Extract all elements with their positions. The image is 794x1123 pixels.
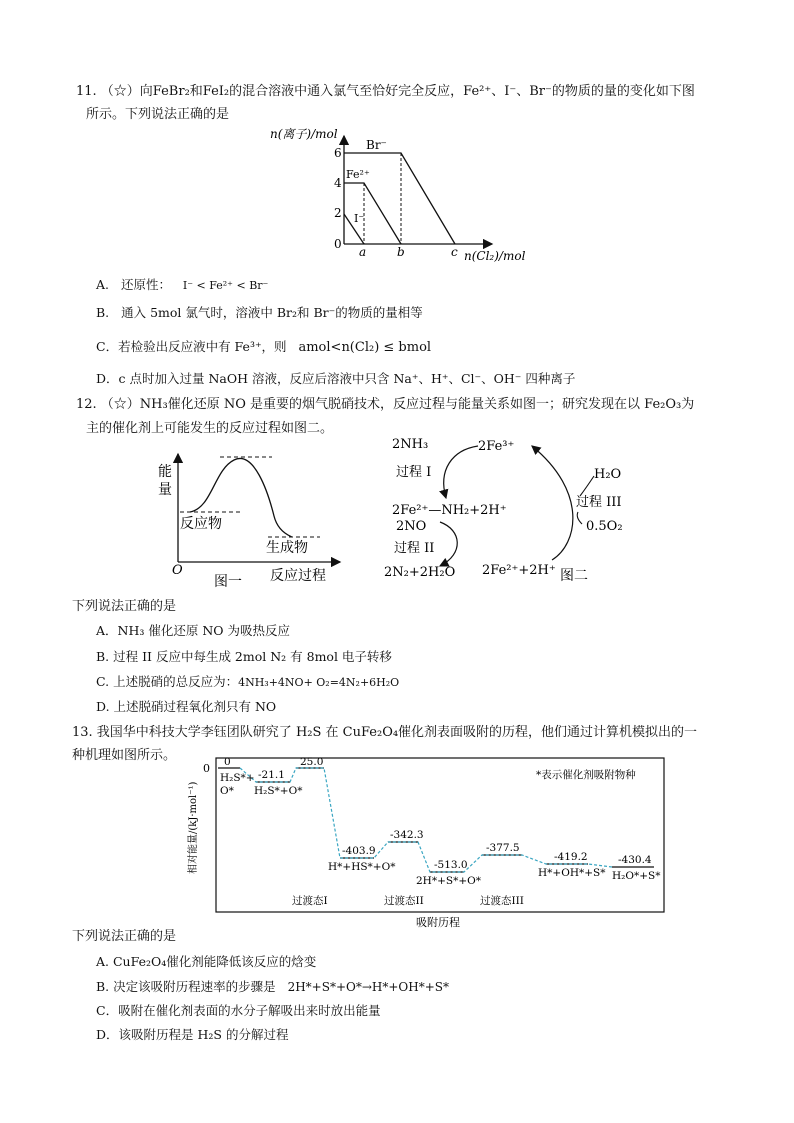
q11-label-br: Br⁻ [366, 138, 387, 152]
q13-value-m377: -377.5 [486, 842, 520, 854]
q13-value-0: 0 [224, 756, 231, 768]
q13-option-d[interactable]: D．该吸附历程是 H₂S 的分解过程 [96, 1027, 289, 1042]
q13-plot-frame [216, 758, 664, 912]
q11-ion-amount-chart [260, 122, 530, 270]
q11-ytick-2: 2 [334, 206, 342, 220]
q11-option-d-label: D． [96, 371, 119, 386]
q13-option-a[interactable]: A. CuFe₂O₄催化剂能降低该反应的焓变 [96, 954, 317, 969]
q13-value-m21: -21.1 [258, 769, 285, 781]
q12-fig2-t9: 过程 II [394, 541, 435, 556]
q13-ts-1: 过渡态I [292, 895, 328, 907]
q12-fig2-t6: 2Fe²⁺—NH₂+2H⁺ [392, 503, 507, 518]
q12-fig2-t8: 2NO [396, 519, 427, 534]
q13-value-m342: -342.3 [390, 829, 424, 841]
q13-species-start-1: H₂S*+ [220, 772, 255, 784]
q12-fig1-xlabel: 反应过程 [270, 568, 326, 584]
q11-stem-line1: 11. （☆）向FeBr₂和FeI₂的混合溶液中通入氯气至恰好完全反应，Fe²⁺、I⁻、Br⁻的物质的量的变化如下图 [76, 84, 695, 99]
q12-option-c[interactable] [96, 673, 399, 692]
q12-fig2-t3: 过程 I [396, 465, 432, 480]
q12-figure-2 [382, 432, 642, 586]
q13-value-m430: -430.4 [618, 854, 652, 866]
q11-option-a-math: I⁻ < Fe²⁺ < Br⁻ [182, 279, 269, 292]
q13-ytick-0: 0 [203, 762, 210, 775]
q13-value-m513: -513.0 [434, 859, 468, 871]
q13-species-m430: H₂O*+S* [612, 870, 661, 882]
q11-xtick-a: a [359, 245, 367, 259]
q12-fig2-t4: H₂O [594, 467, 622, 482]
q13-option-b-label: B. 决定该吸附历程速率的步骤是 [96, 979, 276, 994]
q12-fig2-t2: 2Fe³⁺ [478, 439, 515, 454]
q12-figure-1 [150, 440, 350, 588]
q11-option-a-label: A. [96, 277, 110, 292]
q13-species-start-2: O* [220, 785, 234, 797]
q11-option-b-text: 通入 5mol 氯气时，溶液中 Br₂和 Br⁻的物质的量相等 [121, 305, 423, 320]
q11-option-b-label: B. [96, 305, 110, 320]
q12-fig1-caption: 图一 [214, 574, 242, 588]
q13-stem-line2: 种机理如图所示。 [72, 748, 177, 763]
q11-y-axis-label: n(离子)/mol [270, 127, 338, 141]
q13-value-m419: -419.2 [554, 851, 588, 863]
q12-fig2-t7: 0.5O₂ [586, 519, 623, 534]
q11-series-Fe2 [344, 183, 401, 244]
q12-fig2-t11: 2Fe²⁺+2H⁺ [482, 563, 556, 578]
q13-value-m403: -403.9 [342, 845, 376, 857]
q12-fig1-ylabel-1: 能 [158, 464, 172, 480]
q11-xtick-b: b [397, 245, 405, 259]
q11-label-fe: Fe²⁺ [346, 168, 370, 181]
q12-fig1-origin: O [172, 563, 183, 578]
q13-option-b[interactable] [96, 978, 449, 996]
q11-option-c[interactable] [96, 338, 431, 357]
q11-option-b[interactable] [96, 304, 423, 322]
q13-ylabel: 相对能量/(kJ·mol⁻¹) [188, 781, 199, 874]
q13-species-m21: H₂S*+O* [254, 785, 303, 797]
q12-option-a[interactable]: A．NH₃ 催化还原 NO 为吸热反应 [96, 623, 290, 638]
q13-value-25: 25.0 [300, 756, 324, 768]
q12-fig1-product: 生成物 [266, 540, 308, 556]
q11-series-Br [344, 153, 455, 244]
q12-fig2-arc-water [580, 476, 594, 496]
q13-ts-2: 过渡态II [384, 895, 424, 907]
q11-option-c-text: 若检验出反应液中有 Fe³⁺，则 [118, 339, 287, 354]
q13-energy-profile-chart [180, 754, 670, 932]
q12-option-c-math: 4NH₃+4NO+ O₂=4N₂+6H₂O [238, 676, 400, 689]
q11-xtick-c: c [451, 245, 458, 259]
q13-ts-3: 过渡态III [480, 895, 524, 907]
q12-fig2-t5: 过程 III [576, 495, 622, 510]
q11-option-c-label: C． [96, 339, 119, 354]
q12-fig2-arc-process3 [532, 446, 573, 560]
q12-fig2-t1: 2NH₃ [392, 437, 429, 452]
q13-species-m419: H*+OH*+S* [538, 867, 606, 879]
q12-fig2-arc-process2 [440, 522, 457, 566]
q13-xlabel: 吸附历程 [416, 916, 460, 929]
q11-ytick-6: 6 [334, 146, 342, 160]
q12-option-b[interactable]: B. 过程 II 反应中每生成 2mol N₂ 有 8mol 电子转移 [96, 649, 392, 664]
q11-label-i: I⁻ [354, 212, 365, 225]
q13-stem-line1: 13. 我国华中科技大学李钰团队研究了 H₂S 在 CuFe₂O₄催化剂表面吸附的历程，他们通过计算机模拟出的一 [72, 725, 698, 740]
q13-species-m513: 2H*+S*+O* [416, 875, 481, 887]
q11-option-d-text: c 点时加入过量 NaOH 溶液，反应后溶液中只含 Na⁺、H⁺、Cl⁻、OH⁻ 四种离子 [118, 371, 576, 386]
q12-fig2-arc-process1 [444, 446, 478, 498]
q12-fig2-caption: 图二 [560, 568, 588, 584]
q11-option-a-text: 还原性： [120, 277, 171, 292]
q11-ytick-0: 0 [334, 237, 342, 251]
q11-x-axis-label: n(Cl₂)/mol [464, 249, 526, 263]
q12-option-d[interactable]: D. 上述脱硝过程氧化剂只有 NO [96, 699, 277, 714]
q13-option-b-math: 2H*+S*+O*→H*+OH*+S* [287, 980, 449, 994]
q12-prompt: 下列说法正确的是 [72, 599, 177, 614]
q11-option-a[interactable] [96, 276, 268, 295]
q12-stem-line2: 主的催化剂上可能发生的反应过程如图二。 [86, 421, 334, 436]
q13-option-c[interactable]: C．吸附在催化剂表面的水分子解吸出来时放出能量 [96, 1003, 381, 1018]
q11-option-d[interactable] [96, 370, 575, 388]
q12-fig1-reactant: 反应物 [180, 516, 222, 532]
q13-note: *表示催化剂吸附物种 [536, 769, 636, 781]
q12-fig2-t10: 2N₂+2H₂O [384, 565, 456, 580]
q12-option-c-label: C. 上述脱硝的总反应为： [96, 674, 239, 689]
q13-prompt: 下列说法正确的是 [72, 929, 177, 944]
q11-option-c-math: amol<n(Cl₂) ≤ bmol [298, 340, 432, 355]
q12-stem-line1: 12. （☆）NH₃催化还原 NO 是重要的烟气脱硝技术，反应过程与能量关系如图一；研究发现在以 Fe₂O₃为 [76, 397, 695, 412]
q12-fig1-ylabel-2: 量 [158, 482, 172, 498]
q11-ytick-4: 4 [334, 176, 342, 190]
q13-species-m403: H*+HS*+O* [328, 861, 396, 873]
q12-fig2-arc-oxygen [577, 512, 582, 524]
q11-stem-line2: 所示。下列说法正确的是 [86, 107, 230, 122]
